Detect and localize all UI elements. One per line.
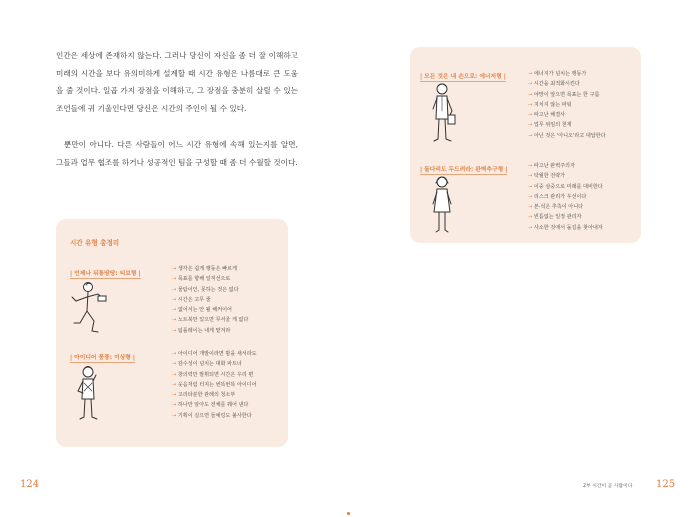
trait-item: → 노트북만 있으면 무서울 게 없다 [172,315,248,325]
trait-item: → 본·석은 추측이 아니다 [528,202,603,212]
type-tag-label: | 돌다리도 두드려라: 완벽추구형 | [420,167,508,173]
running-man-illustration [68,279,112,337]
types-card [410,47,641,243]
type-tag-label: | 모든 것은 내 손으로: 에너저형 | [420,74,506,80]
page-number-right: 125 [656,479,676,490]
trait-item: → 이중 삼중으로 미래를 대비한다 [528,182,603,192]
businessman-illustration [426,81,460,145]
trait-item: → 웃음처럼 터지는 번뜩번뜩 아이디어 [172,380,257,390]
trait-item: → 창의력만 발휘되면 시간은 우리 편 [172,370,257,380]
thinking-man-illustration [70,363,106,425]
gutter-mark [347,512,350,515]
type-tag-ideal [70,352,135,361]
right-page [350,0,700,517]
trait-item: → 감수성이 넘치는 대화 파트너 [172,359,257,369]
trait-item: → 시간은 고무 줄 [172,295,248,305]
trait-item: → 하나만 알아도 전체를 꿰어 낸다 [172,400,257,410]
page-number-left: 124 [20,479,40,490]
trait-list-tibo [172,264,248,336]
trait-item: → 물탐이인, 못하는 것은 없다 [172,285,248,295]
trait-list-perfect [528,161,603,233]
type-tag-perfect [420,164,507,173]
trait-item: → 에너지가 넘치는 행동가 [528,69,606,79]
summary-card [56,219,288,447]
woman-illustration [426,174,458,236]
trait-item: → 빈틈없는 일정 관리자 [528,212,603,222]
trait-item: → 리스크 관리가 우선이다 [528,192,603,202]
trait-item: → 없어서는 안 될 해커이어 [172,305,248,315]
trait-item: → 아닌 것은 '아니오'라고 대답한다 [528,131,606,141]
trait-item: → 따고난 완벽주의자 [528,161,603,171]
trait-item: → 지치지 않는 파워 [528,100,606,110]
body-paragraph-2: 뿐만이 아니다. 다른 사람들이 어느 시간 유형에 속해 있는지를 알면, 그들과 업무 협조를 하거나 성공적인 팀을 구성할 때 좀 더 수월할 것이다. [56,140,298,167]
summary-card-title: 시간 유형 총정리 [70,239,120,247]
trait-list-energy [528,69,606,141]
trait-item: → 사소한 것에서 돌길을 찾아내자 [528,223,603,233]
trait-item: → 기획이 실으면 들예링도 불사한다 [172,411,257,421]
trait-list-ideal [172,349,257,421]
type-tag-energy [420,71,506,80]
trait-item: → 생각은 쉽게 행동은 빠르게 [172,264,248,274]
trait-item: → 업무 위임의 천재 [528,120,606,130]
body-paragraph-1: 인간은 세상에 존재하지 않는다. 그러나 당신이 자신을 좀 더 잘 이해하고 미래의 시간을 보다 유의미하게 설계할 때 시간 유형은 나름대로 큰 도움을 줄 것이다. 일곱 가지 장점을 이해하고, 그 장점을 충분히 살릴 수 있는 조언들에 귀 기울인다면 당신은 시간의 주인이 될 수 있다. [56,51,298,113]
trait-item: → 팀플레이는 내게 맡겨라 [172,326,248,336]
type-tag-label: | 아이디어 풍풍: 이상형 | [70,355,136,361]
trait-item: → 시간을 최적화시킨다 [528,79,606,89]
trait-item: → 탁월한 전략가 [528,171,603,181]
type-tag-tibo [70,268,141,277]
trait-item: → 따고난 해결사 [528,110,606,120]
trait-item: → 야망이 앞으면 목표는 한 구름 [528,90,606,100]
trait-item: → 목표를 향해 일직선으로 [172,274,248,284]
type-tag-label: | 언제나 뒤통땅땅: 티보형 | [70,271,141,277]
trait-item: → 고리타분한 관례의 청소부 [172,390,257,400]
running-head: 2부 시간이 곧 사람이다 [583,484,633,489]
trait-item: → 아이디어 개발이라면 밤을 새서라도 [172,349,257,359]
